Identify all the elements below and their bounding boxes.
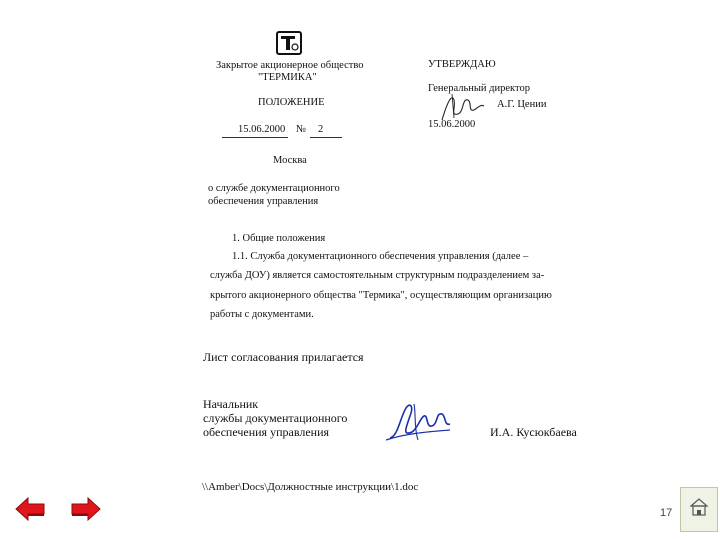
para-line-1: 1.1. Служба документационного обеспечения управления (далее – xyxy=(232,251,529,262)
director-signature xyxy=(438,90,488,126)
page-number: 17 xyxy=(660,507,673,519)
org-name: "ТЕРМИКА" xyxy=(258,72,317,83)
prev-slide-button[interactable] xyxy=(14,496,46,522)
approval-date: 15.06.2000 xyxy=(428,119,476,130)
arrow-right-icon xyxy=(70,496,102,522)
org-type: Закрытое акционерное общество xyxy=(216,60,364,71)
termika-logo xyxy=(276,31,302,55)
doc-date: 15.06.2000 xyxy=(238,124,286,135)
signer-signature xyxy=(384,398,454,448)
arrow-left-icon xyxy=(14,496,46,522)
subject-line-2: обеспечения управления xyxy=(208,196,319,207)
doc-number-label: № xyxy=(296,124,307,135)
approver-name: А.Г. Цении xyxy=(497,99,547,110)
signer-title-1: Начальник xyxy=(203,397,259,411)
home-button[interactable] xyxy=(680,487,718,532)
doc-number: 2 xyxy=(318,124,324,135)
para-line-2: служба ДОУ) является самостоятельным структурным подразделением за- xyxy=(210,270,545,281)
doc-type-title: ПОЛОЖЕНИЕ xyxy=(258,97,325,108)
section-heading: 1. Общие положения xyxy=(232,233,326,244)
para-line-3: крытого акционерного общества "Термика", осуществляющим организацию xyxy=(210,290,552,301)
signer-name: И.А. Кусюкбаева xyxy=(490,425,577,439)
para-line-4: работы с документами. xyxy=(210,309,314,320)
number-underline xyxy=(310,137,342,138)
approver-position: Генеральный директор xyxy=(428,83,530,94)
approve-stamp: УТВЕРЖДАЮ xyxy=(428,59,496,70)
subject-line-1: о службе документационного xyxy=(208,183,340,194)
date-underline xyxy=(222,137,288,138)
signer-title-2: службы документационного xyxy=(203,411,348,425)
approval-note: Лист согласования прилагается xyxy=(203,350,364,364)
file-path: \\Amber\Docs\Должностные инструкции\1.doc xyxy=(202,481,419,493)
next-slide-button[interactable] xyxy=(70,496,102,522)
doc-city: Москва xyxy=(273,155,307,166)
signer-title-3: обеспечения управления xyxy=(203,425,330,439)
home-icon xyxy=(681,488,717,531)
